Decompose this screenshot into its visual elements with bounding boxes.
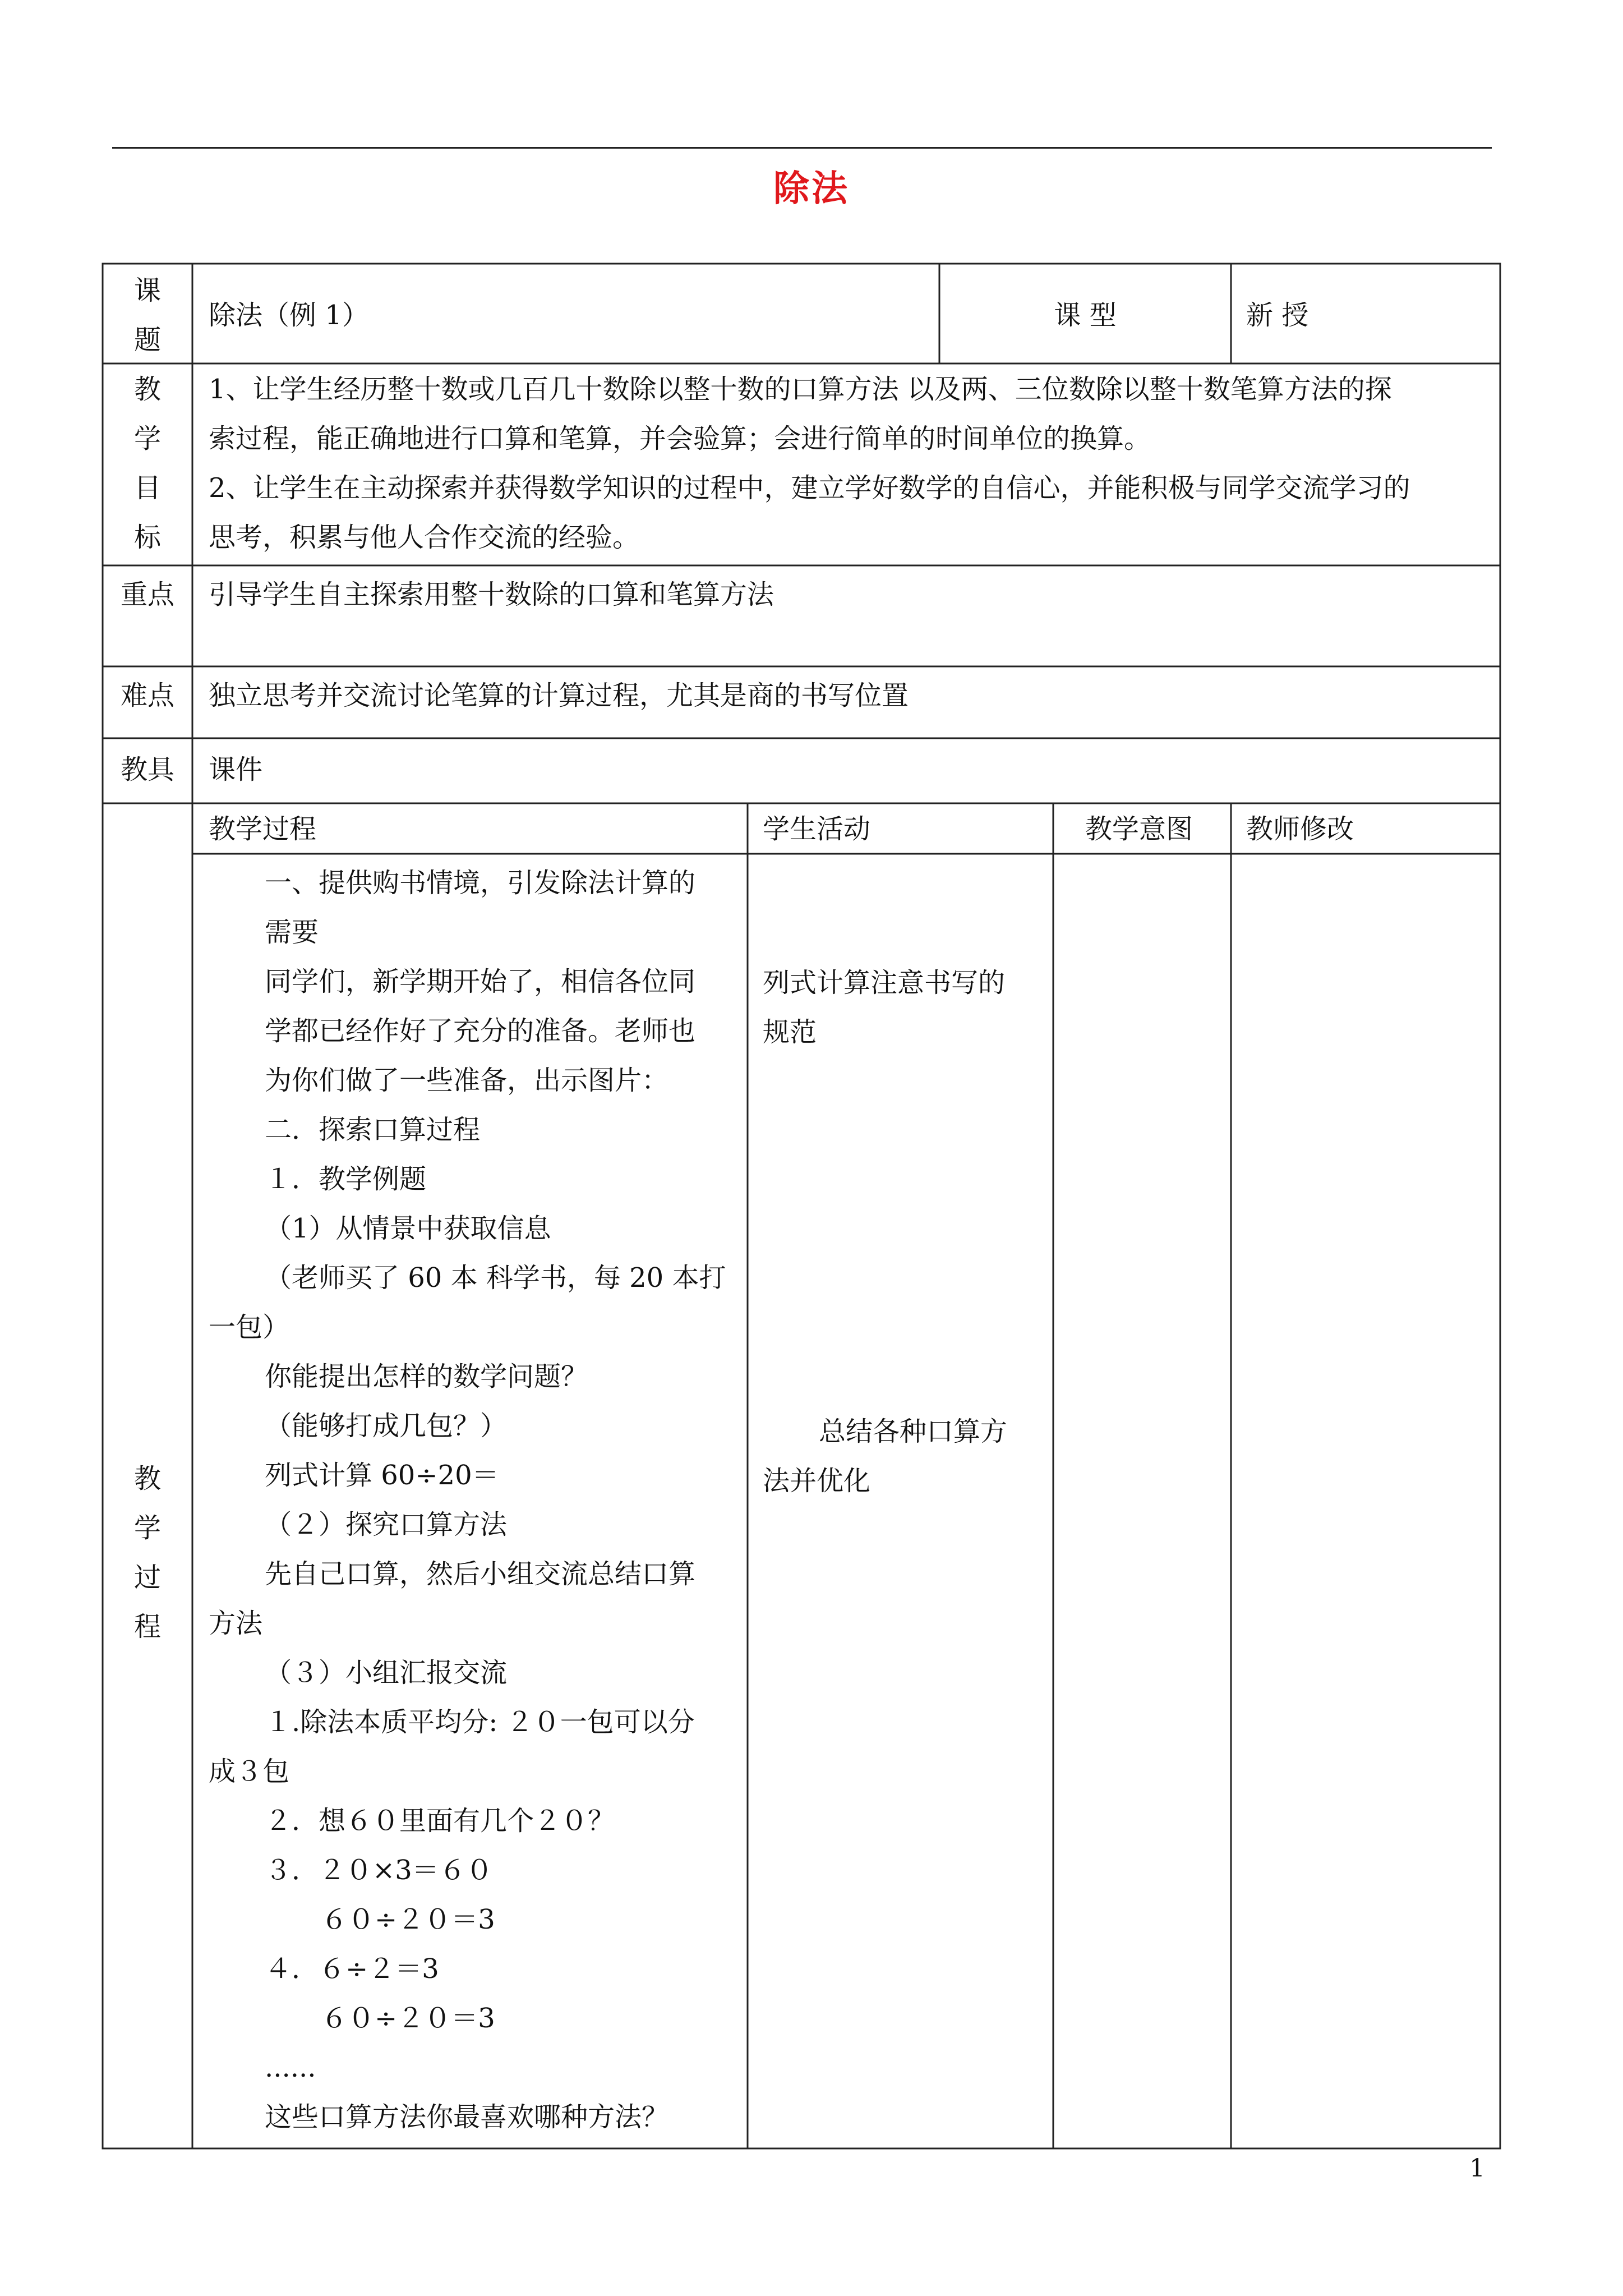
process-line: （老师买了 60 本 科学书，每 20 本打 (265, 1262, 726, 1294)
goals-line: 思考，积累与他人合作交流的经验。 (209, 522, 640, 553)
topic-label: 课 题 (133, 275, 161, 356)
tools-label: 教具 (120, 754, 174, 785)
process-header-revision: 教师修改 (1246, 813, 1354, 845)
process-line: （能够打成几包？） (265, 1410, 508, 1442)
process-line: ２．想６０里面有几个２０？ (265, 1805, 615, 1837)
process-line: 二．探索口算过程 (265, 1114, 481, 1145)
process-line: １.除法本质平均分: ２０一包可以分 (265, 1706, 695, 1738)
page-number: 1 (1469, 2154, 1485, 2183)
difficulty-value: 独立思考并交流讨论笔算的计算过程，尤其是商的书写位置 (209, 680, 909, 711)
process-line: 这些口算方法你最喜欢哪种方法？ (265, 2101, 669, 2133)
process-line: （３）小组汇报交流 (265, 1657, 508, 1688)
process-line: ３．２０×3＝６０ (265, 1855, 493, 1886)
process-line: 方法 (209, 1608, 263, 1639)
type-label: 课 型 (1054, 300, 1117, 331)
process-line: （1）从情景中获取信息 (265, 1213, 551, 1244)
process-line: 先自己口算，然后小组交流总结口算 (265, 1558, 696, 1590)
tools-value: 课件 (209, 754, 263, 785)
process-line: 你能提出怎样的数学问题？ (265, 1361, 588, 1392)
goals-line: 索过程，能正确地进行口算和笔算，并会验算；会进行简单的时间单位的换算。 (209, 423, 1151, 454)
process-header-intent: 教学意图 (1085, 813, 1193, 845)
document-title: 除法 (773, 168, 850, 210)
difficulty-label: 难点 (120, 680, 174, 711)
process-header-student: 学生活动 (763, 813, 871, 845)
process-line: 同学们，新学期开始了，相信各位同 (265, 966, 696, 997)
process-line: 一、提供购书情境，引发除法计算的 (265, 867, 696, 899)
key-point-label: 重点 (120, 579, 174, 610)
student-activity-1: 列式计算注意书写的 规范 (763, 967, 1006, 1048)
process-header-teaching: 教学过程 (209, 813, 317, 845)
process-line: 列式计算 60÷20＝ (265, 1460, 499, 1491)
process-line: ６０÷２０＝3 (321, 1904, 495, 1935)
topic-value: 除法（例 1） (209, 300, 369, 331)
process-line: ６０÷２０＝3 (321, 2003, 495, 2034)
process-label: 教 学 过 程 (133, 1463, 161, 1642)
process-line: ４．６÷２＝3 (265, 1953, 439, 1985)
process-line: 需要 (265, 917, 319, 948)
process-line: １．教学例题 (265, 1163, 427, 1195)
goals-line: 1、让学生经历整十数或几百几十数除以整十数的口算方法 以及两、三位数除以整十数笔算方法的探 (209, 374, 1392, 405)
process-line: 为你们做了一些准备，出示图片： (265, 1065, 669, 1096)
student-activity-2: 总结各种口算方 法并优化 (763, 1416, 1008, 1497)
process-body (209, 858, 741, 2142)
process-line: 学都已经作好了充分的准备。老师也 (265, 1015, 696, 1047)
key-point-value: 引导学生自主探索用整十数除的口算和笔算方法 (209, 579, 774, 610)
goals-line: 2、让学生在主动探索并获得数学知识的过程中，建立学好数学的自信心，并能积极与同学交流学习的 (209, 472, 1410, 504)
type-value: 新 授 (1246, 300, 1309, 331)
process-line: 成３包 (209, 1756, 290, 1787)
process-line: （２）探究口算方法 (265, 1509, 508, 1540)
process-line: ...... (265, 2052, 316, 2083)
process-line: 一包） (209, 1312, 290, 1343)
goals-label: 教 学 目 标 (133, 374, 161, 553)
goals-text (209, 365, 1493, 562)
